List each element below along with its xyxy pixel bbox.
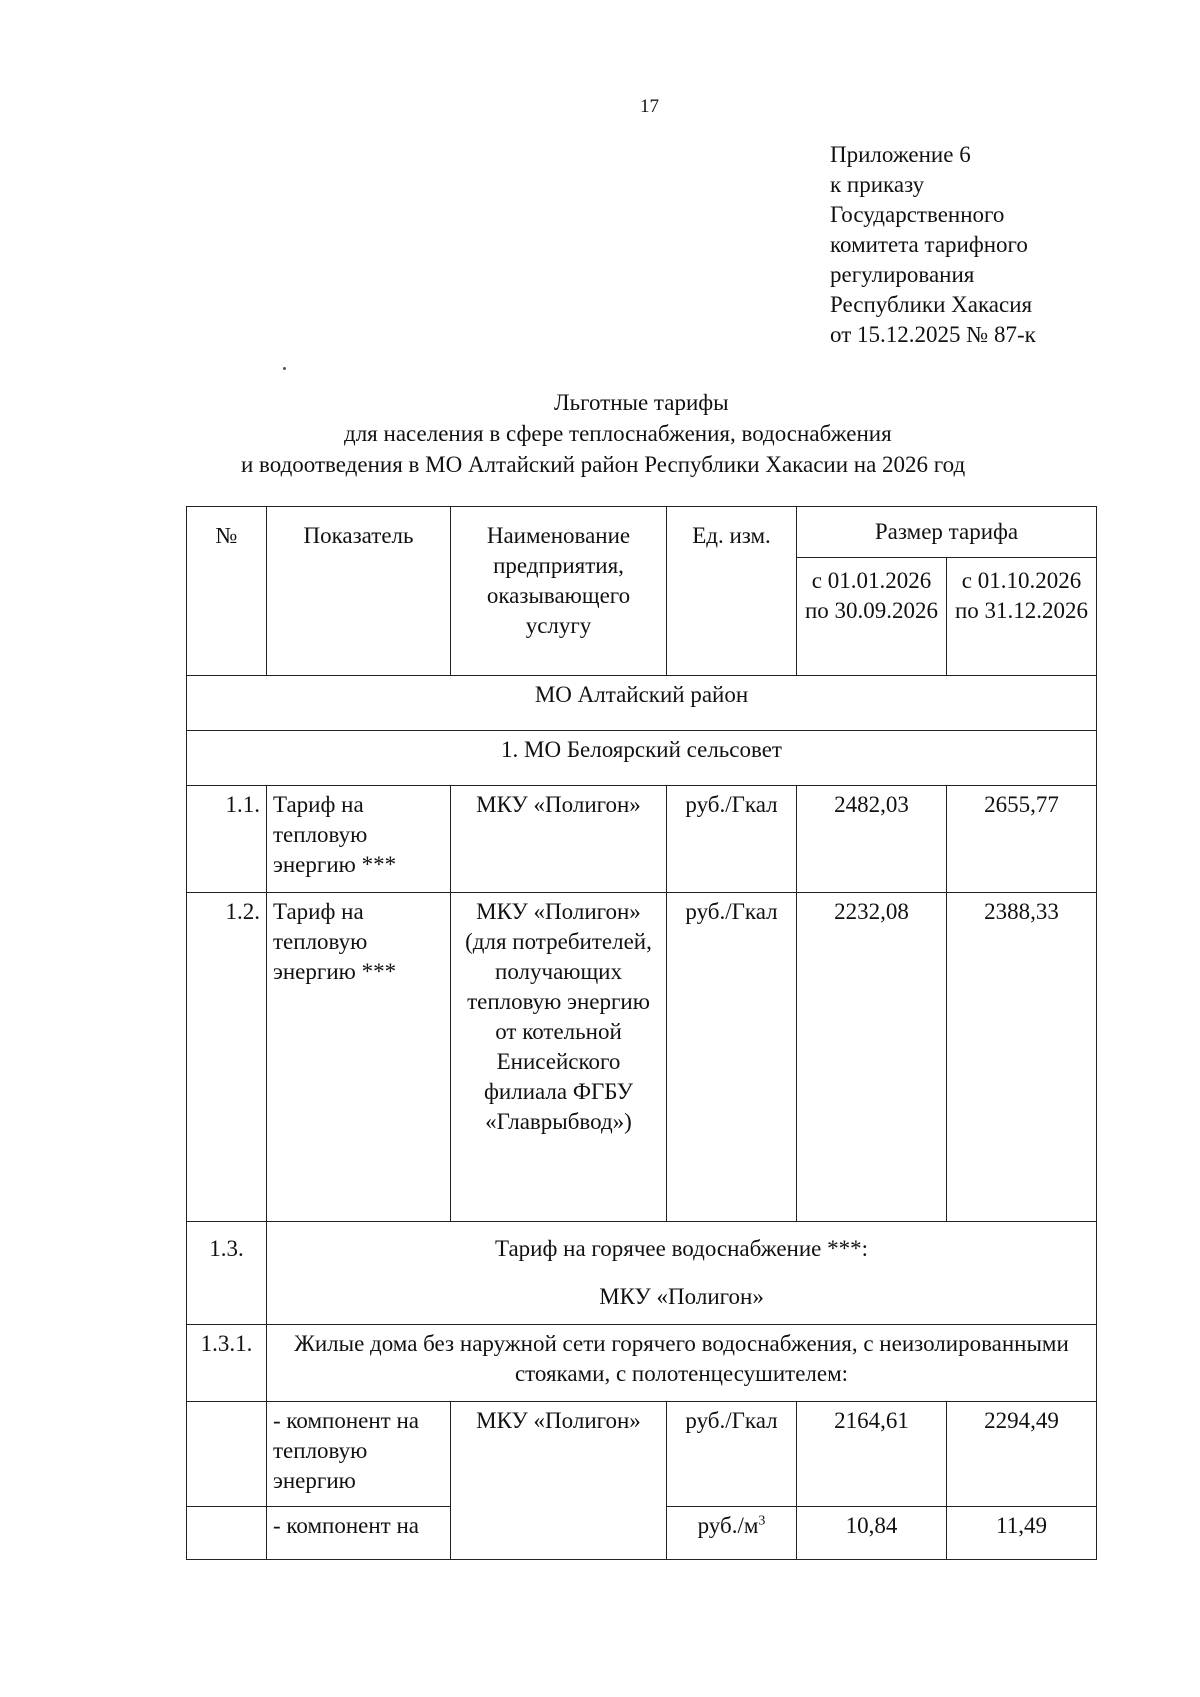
row-unit bbox=[667, 1507, 797, 1560]
section-district: МО Алтайский район bbox=[187, 676, 1097, 731]
row-indicator: Тариф на тепловую энергию *** bbox=[267, 786, 451, 893]
row-value-period-2: 2294,49 bbox=[947, 1402, 1097, 1507]
row-value-period-2: 11,49 bbox=[947, 1507, 1097, 1560]
header-tariff-size: Размер тарифа bbox=[797, 507, 1097, 558]
table-row bbox=[187, 786, 1097, 893]
row-enterprise: МКУ «Полигон» bbox=[451, 786, 667, 893]
section-council: 1. МО Белоярский сельсовет bbox=[187, 731, 1097, 786]
table-header-row bbox=[187, 507, 1097, 558]
row-value-period-1: 2164,61 bbox=[797, 1402, 947, 1507]
row-value-period-1: 2232,08 bbox=[797, 893, 947, 1222]
appendix-line: Республики Хакасия bbox=[830, 292, 1033, 317]
appendix-line: от 15.12.2025 № 87-к bbox=[830, 322, 1036, 347]
row-heading-text: Тариф на горячее водоснабжение ***: bbox=[494, 1236, 869, 1261]
row-unit-base: руб./м bbox=[697, 1513, 759, 1538]
table-row bbox=[187, 893, 1097, 1222]
row-value-period-1: 2482,03 bbox=[797, 786, 947, 893]
title-line-2: для населения в сфере теплоснабжения, водоснабжения bbox=[344, 421, 892, 446]
row-merged-cell bbox=[267, 1222, 1097, 1325]
header-indicator: Показатель bbox=[267, 507, 451, 676]
appendix-line: комитета тарифного bbox=[830, 232, 1028, 257]
row-unit: руб./Гкал bbox=[667, 1402, 797, 1507]
tariff-table bbox=[186, 506, 1097, 1560]
row-value-period-2: 2388,33 bbox=[947, 893, 1097, 1222]
appendix-line: Приложение 6 bbox=[830, 142, 971, 167]
row-num-empty bbox=[187, 1402, 267, 1507]
appendix-line: Государственного bbox=[830, 202, 1005, 227]
page-number: 17 bbox=[640, 96, 659, 117]
row-num: 1.1. bbox=[187, 786, 267, 893]
row-indicator: - компонент на тепловую энергию bbox=[267, 1402, 451, 1507]
row-unit: руб./Гкал bbox=[667, 786, 797, 893]
row-indicator: Тариф на тепловую энергию *** bbox=[267, 893, 451, 1222]
header-unit: Ед. изм. bbox=[667, 507, 797, 676]
scan-speck bbox=[283, 367, 286, 370]
table-row bbox=[187, 1222, 1097, 1325]
table-row bbox=[187, 1325, 1097, 1402]
header-period-1: с 01.01.2026 по 30.09.2026 bbox=[797, 558, 947, 676]
row-indicator: - компонент на bbox=[267, 1507, 451, 1560]
row-num: 1.3. bbox=[187, 1222, 267, 1325]
row-num: 1.2. bbox=[187, 893, 267, 1222]
row-enterprise: МКУ «Полигон» (для потребителей, получающих тепловую энергию от котельной Енисейского филиала ФГБУ «Главрыбвод») bbox=[451, 893, 667, 1222]
table-row bbox=[187, 1402, 1097, 1507]
row-value-period-2: 2655,77 bbox=[947, 786, 1097, 893]
row-heading-text: Жилые дома без наружной сети горячего водоснабжения, с неизолированными стояками, с полотенцесушителем: bbox=[267, 1325, 1097, 1402]
header-period-2: с 01.10.2026 по 31.12.2026 bbox=[947, 558, 1097, 676]
title-line-3: и водоотведения в МО Алтайский район Республики Хакасии на 2026 год bbox=[241, 452, 966, 477]
row-unit-superscript: 3 bbox=[758, 1513, 766, 1529]
row-num: 1.3.1. bbox=[187, 1325, 267, 1402]
appendix-line: регулирования bbox=[830, 262, 975, 287]
title-line-1: Льготные тарифы bbox=[554, 390, 729, 415]
row-unit: руб./Гкал bbox=[667, 893, 797, 1222]
appendix-block bbox=[830, 140, 1036, 350]
row-num-empty bbox=[187, 1507, 267, 1560]
appendix-line: к приказу bbox=[830, 172, 925, 197]
header-num: № bbox=[187, 507, 267, 676]
row-value-period-1: 10,84 bbox=[797, 1507, 947, 1560]
row-enterprise: МКУ «Полигон» bbox=[451, 1402, 667, 1560]
section-row-district bbox=[187, 676, 1097, 731]
row-enterprise: МКУ «Полигон» bbox=[599, 1284, 764, 1309]
header-enterprise: Наименование предприятия, оказывающего услугу bbox=[451, 507, 667, 676]
section-row-council bbox=[187, 731, 1097, 786]
